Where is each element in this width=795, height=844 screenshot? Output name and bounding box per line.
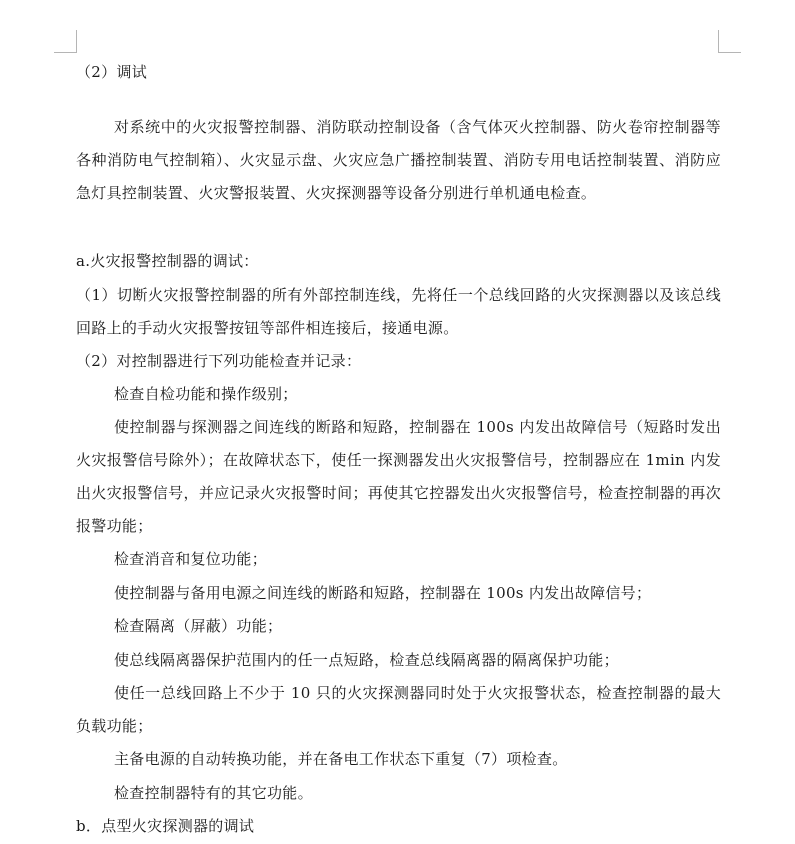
check-item: 使控制器与探测器之间连线的断路和短路，控制器在 100s 内发出故障信号（短路时发出火灾报警信号除外）；在故障状态下，使任一探测器发出火灾报警信号，控制器应在 1min 内发出火灾报警信号，并应记录火灾报警时间；再使其它控器发出火灾报警信号，检查控制器的再次报警功能； (76, 418, 721, 535)
page-corner-mark-top-right (718, 30, 741, 53)
subsection-b-title: b．点型火灾探测器的调试 (76, 817, 255, 835)
check-item: 使控制器与备用电源之间连线的断路和短路，控制器在 100s 内发出故障信号； (114, 584, 652, 602)
check-item: 检查隔离（屏蔽）功能； (114, 617, 283, 635)
check-item: 检查自检功能和操作级别； (114, 385, 298, 403)
intro-paragraph: 对系统中的火灾报警控制器、消防联动控制设备（含气体灭火控制器、防火卷帘控制器等各种消防电气控制箱）、火灾显示盘、火灾应急广播控制装置、消防专用电话控制装置、消防应急灯具控制装置、火灾警报装置、火灾探测器等设备分别进行单机通电检查。 (76, 118, 721, 202)
check-item: 检查消音和复位功能； (114, 550, 268, 568)
check-item: 主备电源的自动转换功能，并在备电工作状态下重复（7）项检查。 (114, 750, 568, 768)
check-item: 使总线隔离器保护范围内的任一点短路，检查总线隔离器的隔离保护功能； (114, 651, 619, 669)
step-2-paragraph: （2）对控制器进行下列功能检查并记录： (76, 352, 362, 370)
subsection-a-title: a.火灾报警控制器的调试： (76, 252, 259, 270)
check-item: 使任一总线回路上不少于 10 只的火灾探测器同时处于火灾报警状态，检查控制器的最大负载功能； (76, 684, 721, 735)
section-heading: （2）调试 (76, 63, 148, 81)
check-item: 检查控制器特有的其它功能。 (114, 784, 313, 802)
step-1-paragraph: （1）切断火灾报警控制器的所有外部控制连线，先将任一个总线回路的火灾探测器以及该总线回路上的手动火灾报警按钮等部件相连接后，接通电源。 (76, 286, 721, 337)
page-corner-mark-top-left (54, 30, 77, 53)
